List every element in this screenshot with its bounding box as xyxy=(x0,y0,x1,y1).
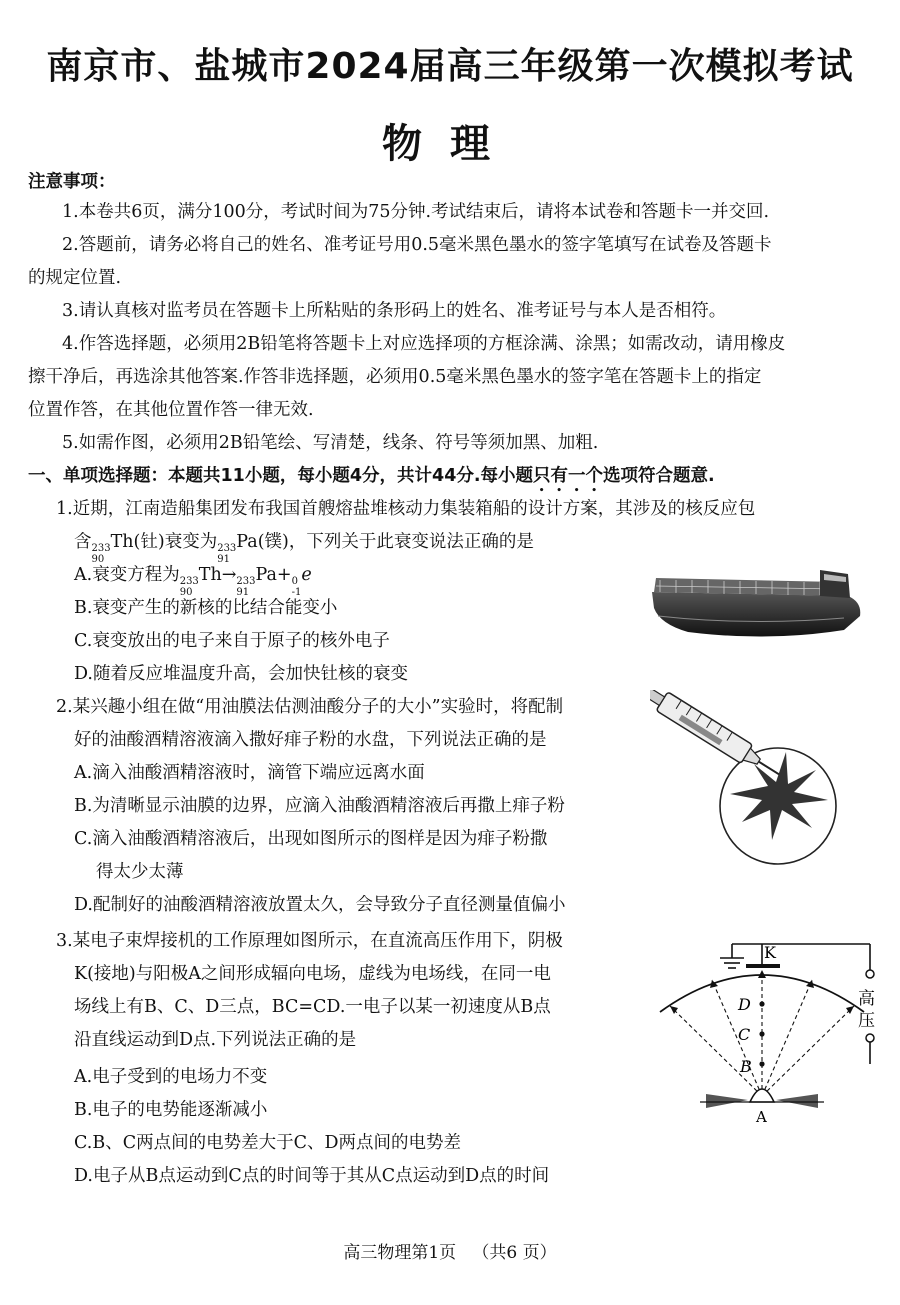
notice-heading: 注意事项： xyxy=(28,172,116,192)
pa-z-a: 91 xyxy=(236,587,250,598)
pa-mass-a: 233 xyxy=(236,576,256,587)
label-d: D xyxy=(738,995,751,1014)
q1-option-a-label: A.衰变方程为 xyxy=(74,565,180,585)
q3-option-c: C.B、C两点间的电势差大于C、D两点间的电势差 xyxy=(74,1133,461,1153)
point-b xyxy=(759,1061,764,1066)
th-z-a: 90 xyxy=(179,587,193,598)
q2-option-d: D.配制好的油酸酒精溶液放置太久，会导致分子直径测量值偏小 xyxy=(74,895,566,915)
notice-item-2-cont: 的规定位置. xyxy=(28,268,122,288)
q3-option-b: B.电子的电势能逐渐减小 xyxy=(74,1100,268,1120)
q1-stem-line1: 1.近期，江南造船集团发布我国首艘熔盐堆核动力集装箱船的设计方案，其涉及的核反应包 xyxy=(56,499,756,519)
label-a: A xyxy=(756,1108,767,1124)
q1-option-c: C.衰变放出的电子来自于原子的核外电子 xyxy=(74,631,390,651)
section-heading-start: 一、单项选择题：本题共11小题，每小题4分，共计44分.每小题 xyxy=(28,466,534,486)
e-mass: 0 xyxy=(291,576,298,587)
q2-stem-line1: 2.某兴趣小组在做“用油膜法估测油酸分子的大小”实验时，将配制 xyxy=(56,697,564,717)
terminal-bottom xyxy=(866,1034,874,1042)
q3-stem-line2: K(接地)与阳极A之间形成辐向电场，虚线为电场线，在同一电 xyxy=(74,964,551,984)
section-heading-end: 选项符合题意. xyxy=(603,466,715,486)
footer-page: 高三物理第1页 xyxy=(343,1243,457,1263)
exam-title: 南京市、盐城市2024届高三年级第一次模拟考试 xyxy=(46,46,854,87)
label-high: 高 xyxy=(858,989,875,1009)
point-d xyxy=(759,1001,764,1006)
notice-item-2: 2.答题前，请务必将自己的姓名、准考证号用0.5毫米黑色墨水的签字笔填写在试卷及答题卡 xyxy=(62,235,772,255)
q3-option-d: D.电子从B点运动到C点的时间等于其从C点运动到D点的时间 xyxy=(74,1166,550,1186)
notice-item-1: 1.本卷共6页，满分100分，考试时间为75分钟.考试结束后，请将本试卷和答题卡一并交回. xyxy=(62,202,770,222)
q2-stem-line2: 好的油酸酒精溶液滴入撒好痱子粉的水盘，下列说法正确的是 xyxy=(74,730,547,750)
electron-beam-welder-diagram xyxy=(652,928,892,1124)
notice-item-5: 5.如需作图，必须用2B铅笔绘、写清楚，线条、符号等须加黑、加粗. xyxy=(62,433,599,453)
cathode-plate xyxy=(746,964,780,968)
anode-a xyxy=(750,1089,774,1102)
container-ship-image xyxy=(648,552,864,644)
pa-plus: Pa+ xyxy=(255,565,292,585)
th-symbol: Th(钍)衰变为 xyxy=(110,532,218,552)
q2-option-c-cont: 得太少太薄 xyxy=(96,862,184,882)
th-mass-a: 233 xyxy=(179,576,199,587)
pa-symbol: Pa(镤)，下列关于此衰变说法正确的是 xyxy=(236,532,534,552)
pa-mass: 233 xyxy=(217,543,237,554)
label-b: B xyxy=(740,1057,752,1076)
q3-option-a: A.电子受到的电场力不变 xyxy=(74,1067,268,1087)
notice-item-4: 4.作答选择题，必须用2B铅笔将答题卡上对应选择项的方框涂满、涂黑；如需改动，请用橡皮 xyxy=(62,334,786,354)
notice-item-4-cont2: 位置作答，在其他位置作答一律无效. xyxy=(28,400,314,420)
q3-stem-line1: 3.某电子束焊接机的工作原理如图所示，在直流高压作用下，阴极 xyxy=(56,931,563,951)
q2-option-b: B.为清晰显示油膜的边界，应滴入油酸酒精溶液后再撒上痱子粉 xyxy=(74,796,565,816)
q2-option-a: A.滴入油酸酒精溶液时，滴管下端应远离水面 xyxy=(74,763,425,783)
label-c: C xyxy=(738,1025,751,1044)
right-wedge xyxy=(776,1094,818,1108)
q1-text-a: 含 xyxy=(74,532,92,552)
left-wedge xyxy=(706,1094,748,1108)
e-z: -1 xyxy=(291,587,302,598)
subject-title: 物理 xyxy=(382,121,518,167)
q3-stem-line3: 场线上有B、C、D三点，BC=CD.一电子以某一初速度从B点 xyxy=(74,997,551,1017)
point-c xyxy=(759,1031,764,1036)
th-z: 90 xyxy=(91,554,105,565)
page-footer xyxy=(0,1238,900,1263)
q3-stem-line4: 沿直线运动到D点.下列说法正确的是 xyxy=(74,1030,357,1050)
pa-z: 91 xyxy=(217,554,230,565)
section-heading-emphasis: 只有一个 xyxy=(533,466,604,486)
section-heading xyxy=(28,460,715,496)
label-voltage: 压 xyxy=(858,1011,875,1031)
notice-item-3: 3.请认真核对监考员在答题卡上所粘贴的条形码上的姓名、准考证号与本人是否相符。 xyxy=(62,301,727,321)
oil-film-syringe-figure xyxy=(650,690,866,870)
terminal-top xyxy=(866,970,874,978)
label-k: K xyxy=(764,943,776,962)
th-mass: 233 xyxy=(91,543,111,554)
electron-symbol: e xyxy=(301,565,312,585)
q1-option-d: D.随着反应堆温度升高，会加快钍核的衰变 xyxy=(74,664,408,684)
footer-total: （共6 页） xyxy=(472,1243,557,1263)
q1-option-b: B.衰变产生的新核的比结合能变小 xyxy=(74,598,338,618)
notice-item-4-cont: 擦干净后，再选涂其他答案.作答非选择题，必须用0.5毫米黑色墨水的签字笔在答题卡上的指定 xyxy=(28,367,762,387)
th-arrow: Th→ xyxy=(198,565,237,585)
q2-option-c: C.滴入油酸酒精溶液后，出现如图所示的图样是因为痱子粉撒 xyxy=(74,829,548,849)
